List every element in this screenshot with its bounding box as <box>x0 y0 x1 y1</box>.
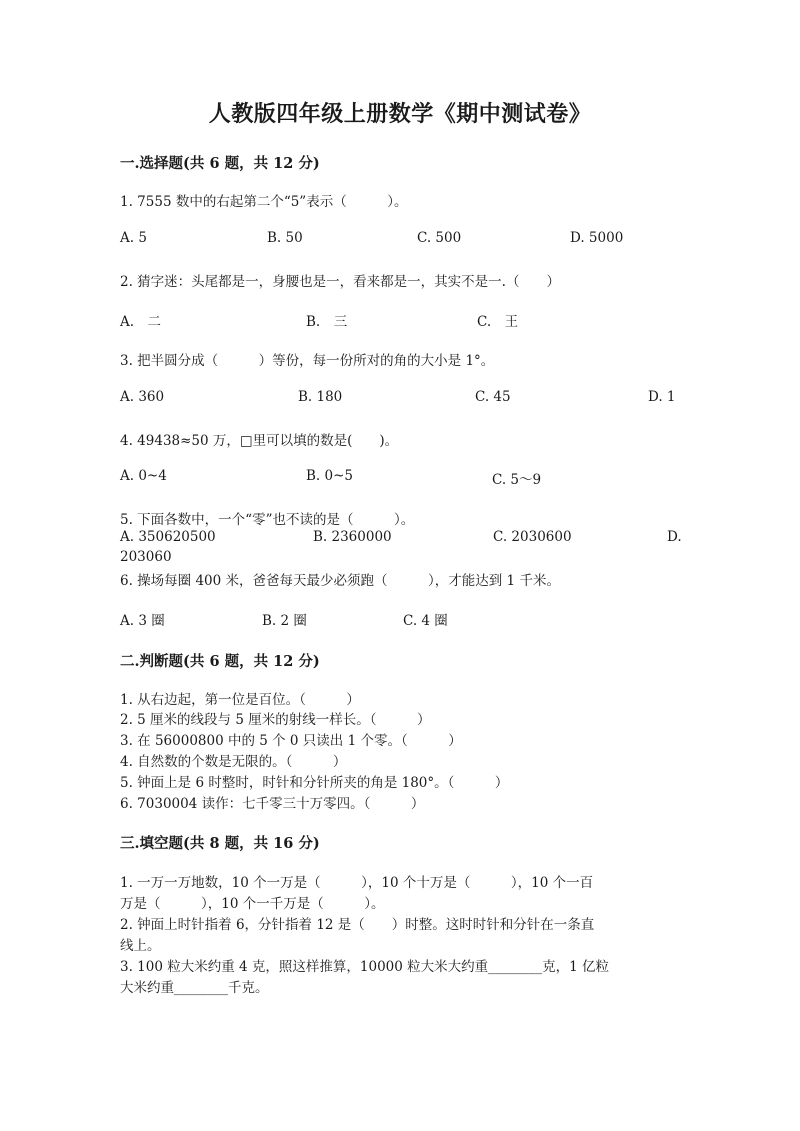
q3-option-a: A. 360 <box>120 389 165 405</box>
q1-option-c: C. 500 <box>417 230 462 246</box>
q5-option-d: D. <box>667 529 682 545</box>
question-1: 1. 7555 数中的右起第二个“5”表示（ ）。 <box>120 194 408 210</box>
q5-option-c: C. 2030600 <box>493 529 572 545</box>
judge-item: 4. 自然数的个数是无限的。（ ） <box>120 754 347 770</box>
q5-option-d-value: 203060 <box>120 549 172 565</box>
q2-option-c: C. 王 <box>477 314 519 330</box>
section-heading-choice: 一.选择题(共 6 题，共 12 分) <box>120 155 320 172</box>
question-5: 5. 下面各数中，一个“零”也不读的是（ ）。 <box>120 512 415 528</box>
q1-option-b: B. 50 <box>267 230 303 246</box>
q3-option-d: D. 1 <box>648 389 676 405</box>
judge-item: 3. 在 56000800 中的 5 个 0 只读出 1 个零。（ ） <box>120 733 462 749</box>
q3-option-b: B. 180 <box>298 389 343 405</box>
q2-option-b: B. 三 <box>306 314 348 330</box>
fill-line: 线上。 <box>120 938 161 954</box>
judge-item: 1. 从右边起，第一位是百位。（ ） <box>120 692 360 708</box>
judge-item: 6. 7030004 读作：七千零三十万零四。（ ） <box>120 796 425 812</box>
q4-option-b: B. 0~5 <box>306 468 353 484</box>
q2-option-a: A. 二 <box>120 314 162 330</box>
q5-option-a: A. 350620500 <box>120 529 216 545</box>
question-4: 4. 49438≈50 万，□里可以填的数是( )。 <box>120 433 399 449</box>
q5-option-b: B. 2360000 <box>313 529 392 545</box>
q4-option-a: A. 0~4 <box>120 468 167 484</box>
judge-item: 2. 5 厘米的线段与 5 厘米的射线一样长。（ ） <box>120 712 431 728</box>
q6-option-a: A. 3 圈 <box>120 613 165 629</box>
fill-line: 万是（ ），10 个一千万是（ ）。 <box>120 896 385 912</box>
q6-option-c: C. 4 圈 <box>403 613 448 629</box>
fill-line: 3. 100 粒大米约重 4 克，照这样推算，10000 粒大米大约重________克，1 亿粒 <box>120 959 610 975</box>
q4-option-c: C. 5～9 <box>492 472 542 488</box>
question-2: 2. 猜字迷：头尾都是一，身腰也是一，看来都是一，其实不是一.（ ） <box>120 274 560 290</box>
q3-option-c: C. 45 <box>475 389 511 405</box>
judge-item: 5. 钟面上是 6 时整时，时针和分针所夹的角是 180°。（ ） <box>120 775 509 791</box>
fill-line: 大米约重________千克。 <box>120 980 269 996</box>
fill-line: 2. 钟面上时针指着 6，分针指着 12 是（ ）时整。这时时针和分针在一条直 <box>120 917 595 933</box>
question-6: 6. 操场每圈 400 米，爸爸每天最少必须跑（ ），才能达到 1 千米。 <box>120 573 560 589</box>
q1-option-d: D. 5000 <box>570 230 624 246</box>
page-title: 人教版四年级上册数学《期中测试卷》 <box>208 101 592 127</box>
q1-option-a: A. 5 <box>120 230 147 246</box>
q6-option-b: B. 2 圈 <box>262 613 307 629</box>
section-heading-fill: 三.填空题(共 8 题，共 16 分) <box>120 835 320 852</box>
fill-line: 1. 一万一万地数，10 个一万是（ ），10 个十万是（ ），10 个一百 <box>120 875 594 891</box>
section-heading-judge: 二.判断题(共 6 题，共 12 分) <box>120 653 320 670</box>
question-3: 3. 把半圆分成（ ）等份，每一份所对的角的大小是 1°。 <box>120 353 495 369</box>
